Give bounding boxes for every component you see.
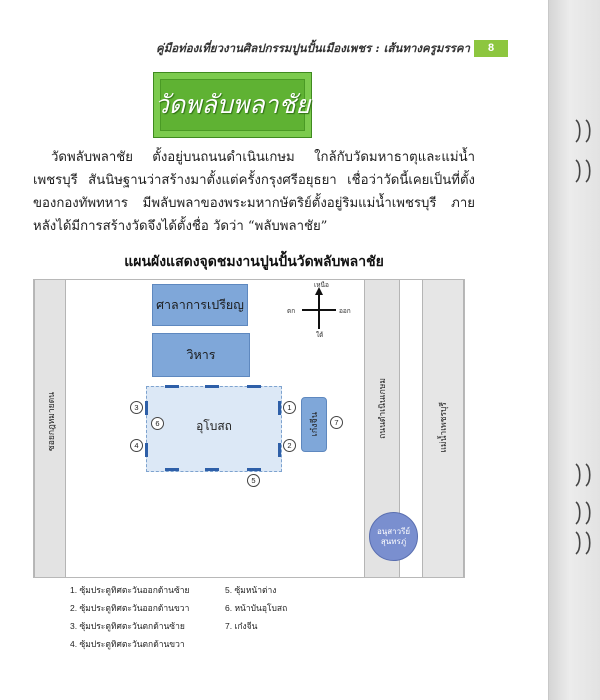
body-paragraph: [33, 146, 475, 238]
body-text: วัดพลับพลาชัย ตั้งอยู่บนถนนดำเนินเกษม ใกล้กับวัดมหาธาตุและแม่น้ำเพชรบุรี สันนิษฐานว่าสร้างมาตั้งแต่ครั้งกรุงศรีอยุธยา เชื่อว่าวัดนี้เคยเป็นที่ตั้งของกองทัพทหาร มีพลับพลาของพระมหากษัตริย์ตั้งอยู่ริมแม่น้ำเพชรบุรี ภายหลังได้มีการสร้างวัดจึงได้ตั้งชื่อ วัดว่า “พลับพลาชัย”: [33, 150, 475, 234]
window-mark: [247, 385, 261, 388]
binding-ring-icon: [583, 462, 593, 488]
point-7-marker: 7: [330, 416, 343, 429]
legend-item: 6. หน้าบันอุโบสถ: [225, 603, 288, 613]
running-header: คู่มือท่องเที่ยวงานศิลปกรรมปูนปั้นเมืองเพชร : เส้นทางครูมรรคา: [156, 41, 470, 55]
monument-label-line2: สุนทรภู่: [380, 536, 407, 546]
compass-east: ออก: [339, 308, 351, 315]
binding-ring-icon: [573, 500, 583, 526]
ubosot-building: [146, 386, 282, 472]
point-6-marker: 6: [151, 417, 164, 430]
page-number-badge: 8: [474, 40, 508, 57]
window-mark: [165, 385, 179, 388]
window-mark: [205, 385, 219, 388]
vihara-building: วิหาร: [152, 333, 250, 377]
window-mark: [247, 468, 261, 471]
legend-item: 2. ซุ้มประตูทิศตะวันออกด้านขวา: [70, 603, 190, 613]
compass-north: เหนือ: [314, 282, 329, 289]
point-3-marker: 3: [130, 401, 143, 414]
ubosot-label: อุโบสถ: [196, 419, 232, 433]
monument-label-line1: อนุสาวรีย์: [376, 526, 411, 536]
sala-building: ศาลาการเปรียญ: [152, 284, 248, 326]
main-road-label: ถนนดำเนินเกษม: [377, 378, 387, 439]
compass-rose: [284, 281, 354, 343]
window-mark: [205, 468, 219, 471]
map-title: แผนผังแสดงจุดชมงานปูนปั้นวัดพลับพลาชัย: [124, 253, 384, 269]
door-mark: [145, 401, 148, 415]
binding-ring-icon: [573, 158, 583, 184]
binding-ring-icon: [583, 500, 593, 526]
legend-item: 7. เก๋งจีน: [225, 621, 258, 631]
left-lane-label: ซอยกฎหมายดน: [46, 392, 56, 451]
binding-ring-icon: [573, 530, 583, 556]
chinese-pavilion-label: เก๋งจีน: [309, 412, 319, 437]
point-4-marker: 4: [130, 439, 143, 452]
door-mark: [145, 443, 148, 457]
legend-column-left: [70, 582, 190, 654]
river-label: แม่น้ำเพชรบุรี: [438, 402, 448, 453]
window-mark: [165, 468, 179, 471]
sunthorn-phu-monument: [369, 512, 418, 561]
legend-item: 4. ซุ้มประตูทิศตะวันตกด้านขวา: [70, 639, 185, 649]
point-1-marker: 1: [283, 401, 296, 414]
compass-south: ใต้: [316, 332, 324, 339]
legend-column-right: [225, 582, 287, 636]
section-title: วัดพลับพลาชัย: [154, 90, 311, 119]
legend-item: 3. ซุ้มประตูทิศตะวันตกด้านซ้าย: [70, 621, 185, 631]
binding-ring-icon: [573, 462, 583, 488]
page-binding-gutter: [548, 0, 600, 700]
point-5-marker: 5: [247, 474, 260, 487]
chinese-pavilion-building: [301, 397, 327, 452]
binding-ring-icon: [583, 158, 593, 184]
point-2-marker: 2: [283, 439, 296, 452]
section-title-box: [153, 72, 312, 138]
temple-map: [33, 279, 465, 578]
door-mark: [278, 443, 281, 457]
compass-west: ตก: [287, 308, 296, 315]
binding-ring-icon: [583, 530, 593, 556]
legend-item: 5. ซุ้มหน้าต่าง: [225, 585, 277, 595]
binding-ring-icon: [573, 118, 583, 144]
legend-item: 1. ซุ้มประตูทิศตะวันออกด้านซ้าย: [70, 585, 190, 595]
door-mark: [278, 401, 281, 415]
binding-ring-icon: [583, 118, 593, 144]
